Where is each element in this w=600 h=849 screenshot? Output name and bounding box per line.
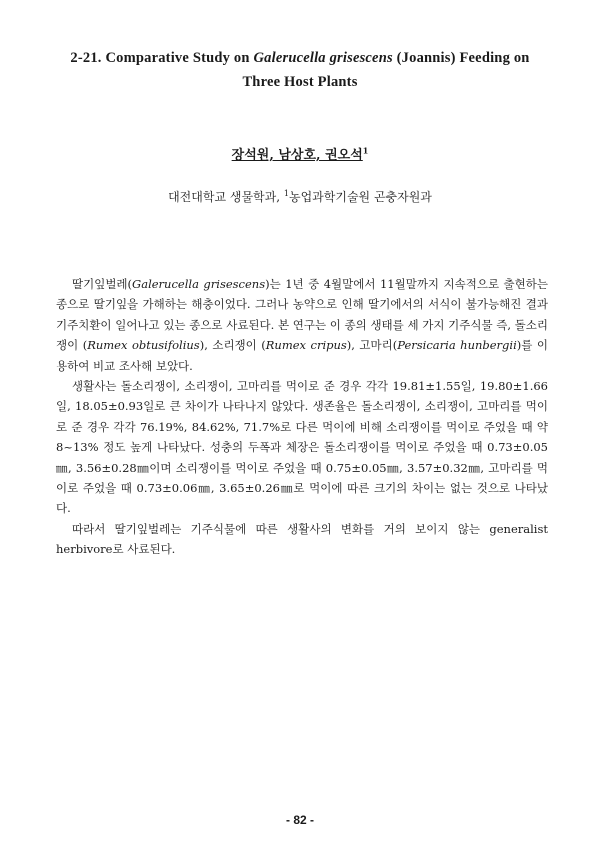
p1-text-g: ), 고마리( xyxy=(346,338,398,353)
affiliation-dept: 대전대학교 생물학과, xyxy=(168,190,281,204)
paper-title xyxy=(40,46,560,94)
page-number: - 82 - xyxy=(285,813,314,827)
title-number: 2-21. xyxy=(70,50,102,66)
p1-text-a: 딸기잎벌레( xyxy=(72,277,133,291)
author-names: 장석원, 남상호, 권오석 xyxy=(231,148,363,163)
author-line xyxy=(0,144,600,163)
affiliation-line xyxy=(0,188,600,205)
title-pre: Comparative Study on xyxy=(105,50,250,66)
abstract-body xyxy=(56,274,548,560)
p1-species-rumex-obtusifolius: Rumex obtusifolius xyxy=(87,338,200,353)
affiliation-superscript: 1 xyxy=(283,189,289,198)
p1-text-i: )를 이용하여 비교 조사해 보았다. xyxy=(56,338,548,373)
abstract-paragraph-1 xyxy=(56,274,548,376)
title-post: Feeding on xyxy=(459,50,530,66)
p1-species-persicaria: Persicaria hunbergii xyxy=(397,338,517,353)
title-line-2: Three Host Plants xyxy=(242,74,358,90)
p1-text-c: )는 1년 중 4월말에서 11월말까지 지속적으로 출현하는 종으로 딸기잎을 가해하는 해충이었다. 그러나 농약으로 인해 딸기에서의 서식이 불가능해진 결과 기주치환이 일어나고 있는 종으로 사료된다. 본 연구는 이 종의 생태를 세 가지 기주식물 즉, 돌소리쟁이 ( xyxy=(56,277,548,353)
p1-species-galerucella: Galerucella grisescens xyxy=(132,277,266,291)
author-superscript: 1 xyxy=(362,145,369,156)
affiliation-inst: 농업과학기술원 곤충자원과 xyxy=(288,190,432,204)
p1-text-e: ), 소리쟁이 ( xyxy=(199,338,266,353)
abstract-paragraph-3: 따라서 딸기잎벌레는 기주식물에 따른 생활사의 변화를 거의 보이지 않는 generalist herbivore로 사료된다. xyxy=(56,521,548,557)
title-species: Galerucella grisescens xyxy=(253,50,393,66)
p1-species-rumex-cripus: Rumex cripus xyxy=(265,338,347,353)
abstract-paragraph-2: 생활사는 돌소리쟁이, 소리쟁이, 고마리를 먹이로 준 경우 각각 19.81±1.55일, 19.80±1.66일, 18.05±0.93일로 큰 차이가 나타나지 않았다. 생존율은 돌소리쟁이, 소리쟁이, 고마리를 먹이로 준 경우 각각 76.19%, 84.62%, 71.7%로 다른 먹이에 비해 소리쟁이를 먹이로 주었을 때 약 8~13% 정도 높게 나타났다. 성충의 두폭과 체장은 돌소리쟁이를 먹이로 주었을 때 0.73±0.05㎜, 3.56±0.28㎜이며 소리쟁이를 먹이로 주었을 때 0.75±0.05㎜, 3.57±0.32㎜, 고마리를 먹이로 주었을 때 0.73±0.06㎜, 3.65±0.26㎜로 먹이에 따른 크기의 차이는 없는 것으로 나타났다. xyxy=(56,379,548,516)
title-line-1 xyxy=(40,46,560,70)
title-species-author: (Joannis) xyxy=(396,50,456,66)
